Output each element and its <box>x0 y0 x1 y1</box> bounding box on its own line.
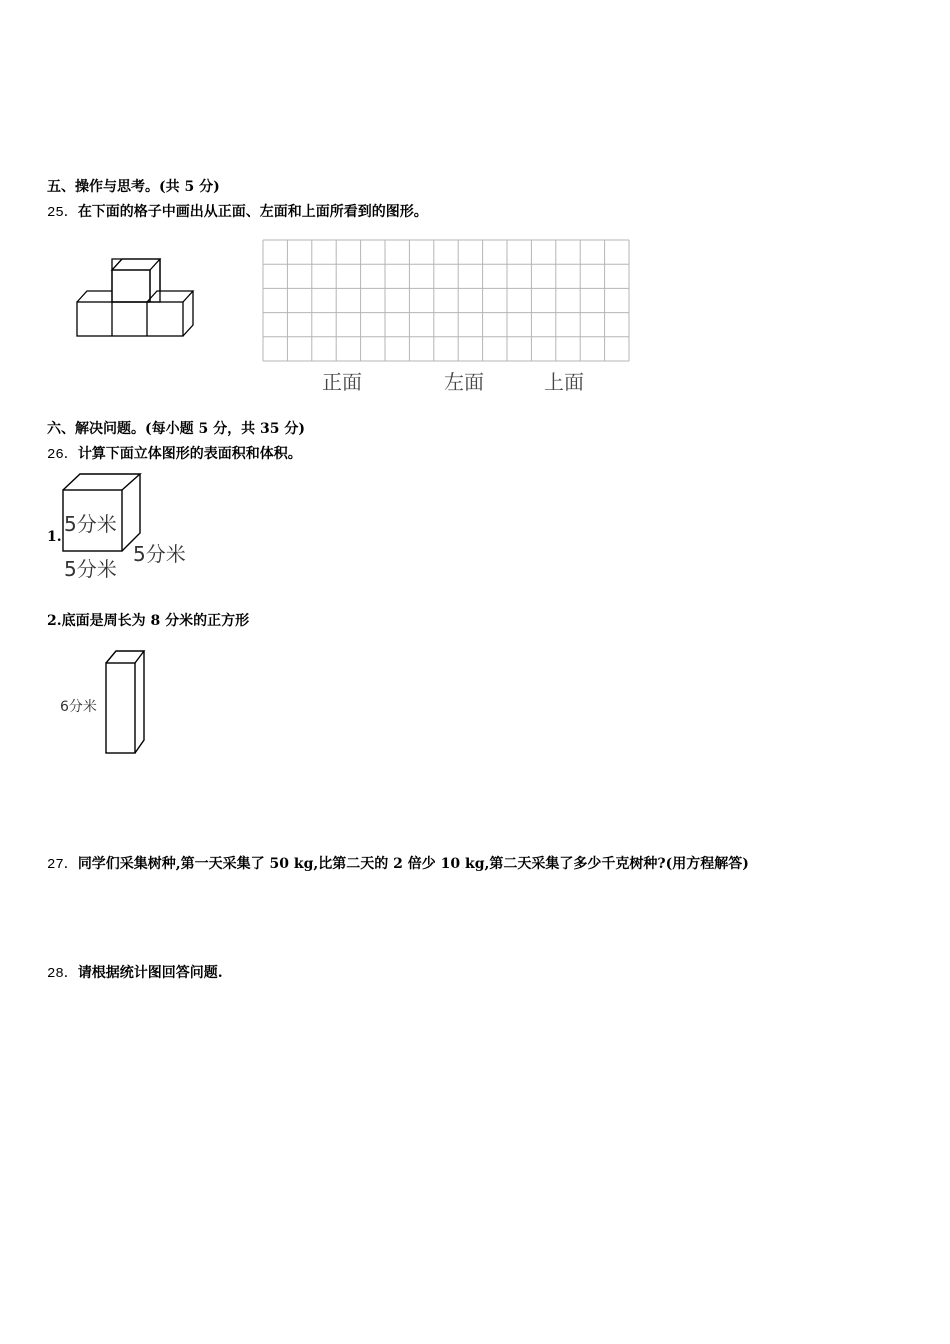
section5-title: 五、操作与思考。(共 5 分) <box>47 179 220 195</box>
cube-label-width: 5分米 <box>64 557 117 581</box>
grid-label-top: 上面 <box>544 370 584 394</box>
grid-label-front: 正面 <box>322 370 362 394</box>
question-28 <box>47 964 223 983</box>
question-27 <box>47 855 749 874</box>
question-25 <box>47 203 428 222</box>
question-28-number: 28． <box>47 966 78 982</box>
question-26 <box>47 445 302 464</box>
grid-label-left: 左面 <box>444 370 484 394</box>
question-26-number: 26． <box>47 447 78 463</box>
prism-figure <box>104 649 148 757</box>
part1-label: 1. <box>47 529 62 545</box>
prism-label-height: 6分米 <box>60 699 97 715</box>
question-26-text: 计算下面立体图形的表面积和体积。 <box>77 446 302 462</box>
cube-label-depth: 5分米 <box>133 542 186 566</box>
question-28-text: 请根据统计图回答问题. <box>77 965 223 981</box>
question-25-text: 在下面的格子中画出从正面、左面和上面所看到的图形。 <box>77 204 428 220</box>
section6-title: 六、解决问题。(每小题 5 分，共 35 分) <box>47 421 305 437</box>
part2-label: 2.底面是周长为 8 分米的正方形 <box>47 613 250 629</box>
question-27-number: 27． <box>47 857 78 873</box>
question-25-number: 25． <box>47 205 78 221</box>
cube-label-height: 5分米 <box>64 512 117 536</box>
drawing-grid <box>262 239 630 362</box>
block-figure <box>70 255 200 345</box>
question-27-text: 同学们采集树种,第一天采集了 50 kg,比第二天的 2 倍少 10 kg,第二天采集了多少千克树种?(用方程解答) <box>77 856 749 872</box>
